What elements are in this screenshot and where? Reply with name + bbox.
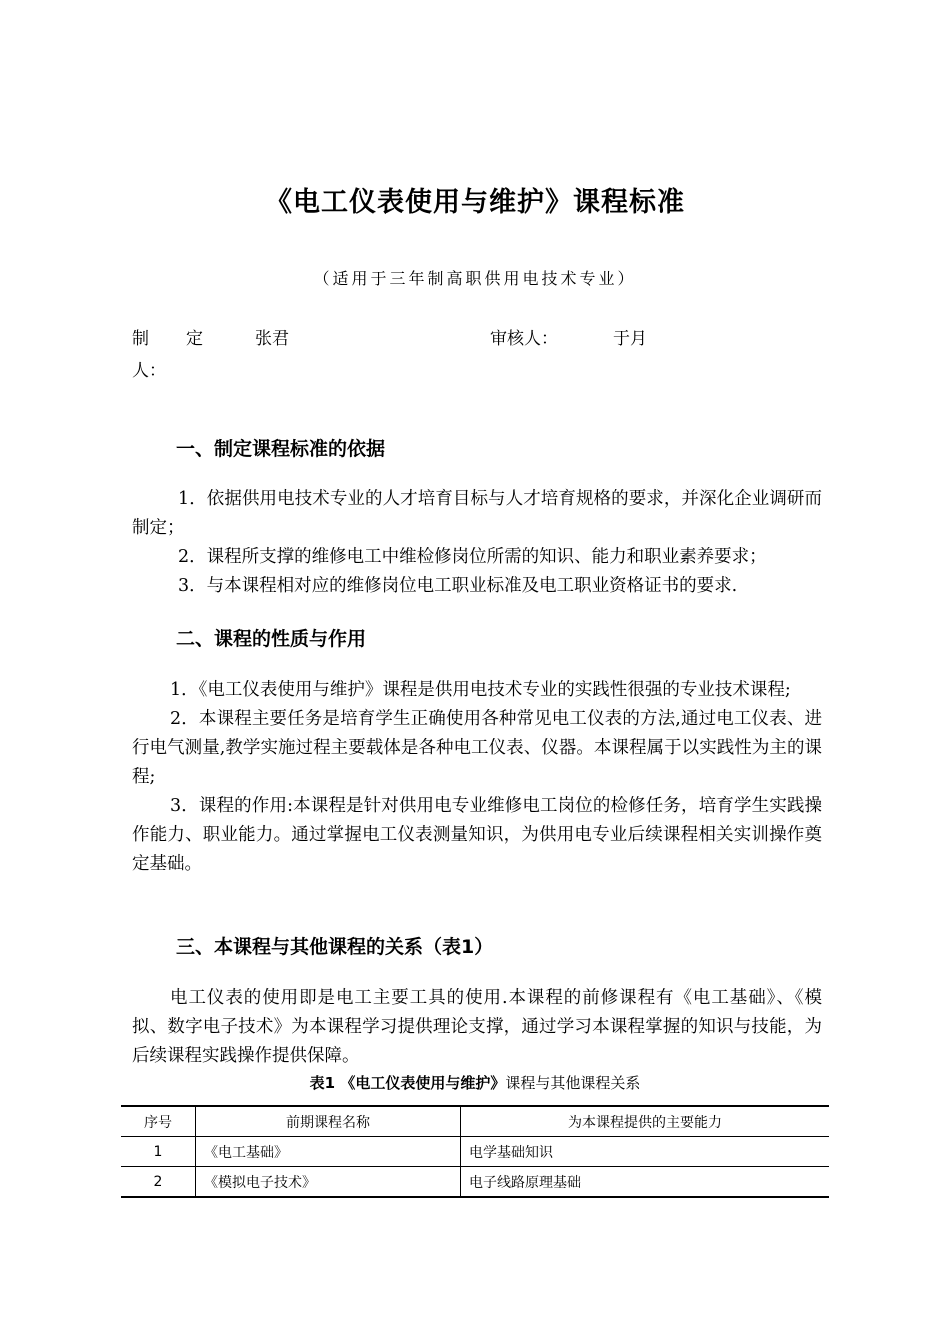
section-heading-1: 一、制定课程标准的依据 [176,438,386,460]
table-caption [0,1072,950,1093]
paragraph: 电工仪表的使用即是电工主要工具的使用.本课程的前修课程有《电工基础》、《模拟、数字电子技术》为本课程学习提供理论支撑，通过学习本课程掌握的知识与技能，为后续课程实践操作提供保障。 [132,988,822,1066]
section-heading-3: 三、本课程与其他课程的关系（表1） [176,936,494,958]
table-cell: 《模拟电子技术》 [196,1167,461,1198]
table-cell: 电子线路原理基础 [461,1167,830,1198]
paragraph: 2．课程所支撑的维修电工中维检修岗位所需的知识、能力和职业素养要求； [178,547,767,567]
paragraph: 3．与本课程相对应的维修岗位电工职业标准及电工职业资格证书的要求. [178,576,738,596]
reviewer-name: 于月 [613,329,647,349]
paragraph: 1．《电工仪表使用与维护》课程是供用电技术专业的实践性很强的专业技术课程; [170,680,791,700]
maker-name: 张君 [255,329,289,349]
table-cell: 1 [121,1137,196,1167]
table-caption-label: 表1 《电工仪表使用与维护》 [309,1074,506,1092]
section-body-1 [132,485,822,601]
maker-label-char-1: 制 [132,329,149,349]
table-header-cell: 序号 [121,1106,196,1137]
paragraph: 3．课程的作用:本课程是针对供用电专业维修电工岗位的检修任务，培育学生实践操作能力、职业能力。通过掌握电工仪表测量知识，为供用电专业后续课程相关实训操作奠定基础。 [132,796,822,874]
table-header-cell: 前期课程名称 [196,1106,461,1137]
table-header-cell: 为本课程提供的主要能力 [461,1106,830,1137]
document-title: 《电工仪表使用与维护》课程标准 [265,187,685,218]
table-row [121,1137,829,1167]
reviewer-label: 审核人： [490,329,558,349]
section-heading-2: 二、课程的性质与作用 [176,628,367,650]
table-cell: 电学基础知识 [461,1137,830,1167]
paragraph: 2．本课程主要任务是培育学生正确使用各种常见电工仪表的方法,通过电工仪表、进行电气测量,教学实施过程主要载体是各种电工仪表、仪器。本课程属于以实践性为主的课程; [132,709,822,787]
table-cell: 2 [121,1167,196,1198]
course-relation-table [121,1105,829,1198]
maker-label-char-3: 人： [132,361,166,381]
maker-label-char-2: 定 [186,329,203,349]
section-body-3 [132,984,822,1071]
table-cell: 《电工基础》 [196,1137,461,1167]
table-caption-text: 课程与其他课程关系 [505,1074,641,1092]
paragraph: 1．依据供用电技术专业的人才培育目标与人才培育规格的要求，并深化企业调研而制定； [132,489,822,538]
table-header-row [121,1106,829,1137]
document-subtitle: （适用于三年制高职供用电技术专业） [313,269,637,288]
section-body-2 [132,676,822,879]
table-row [121,1167,829,1198]
